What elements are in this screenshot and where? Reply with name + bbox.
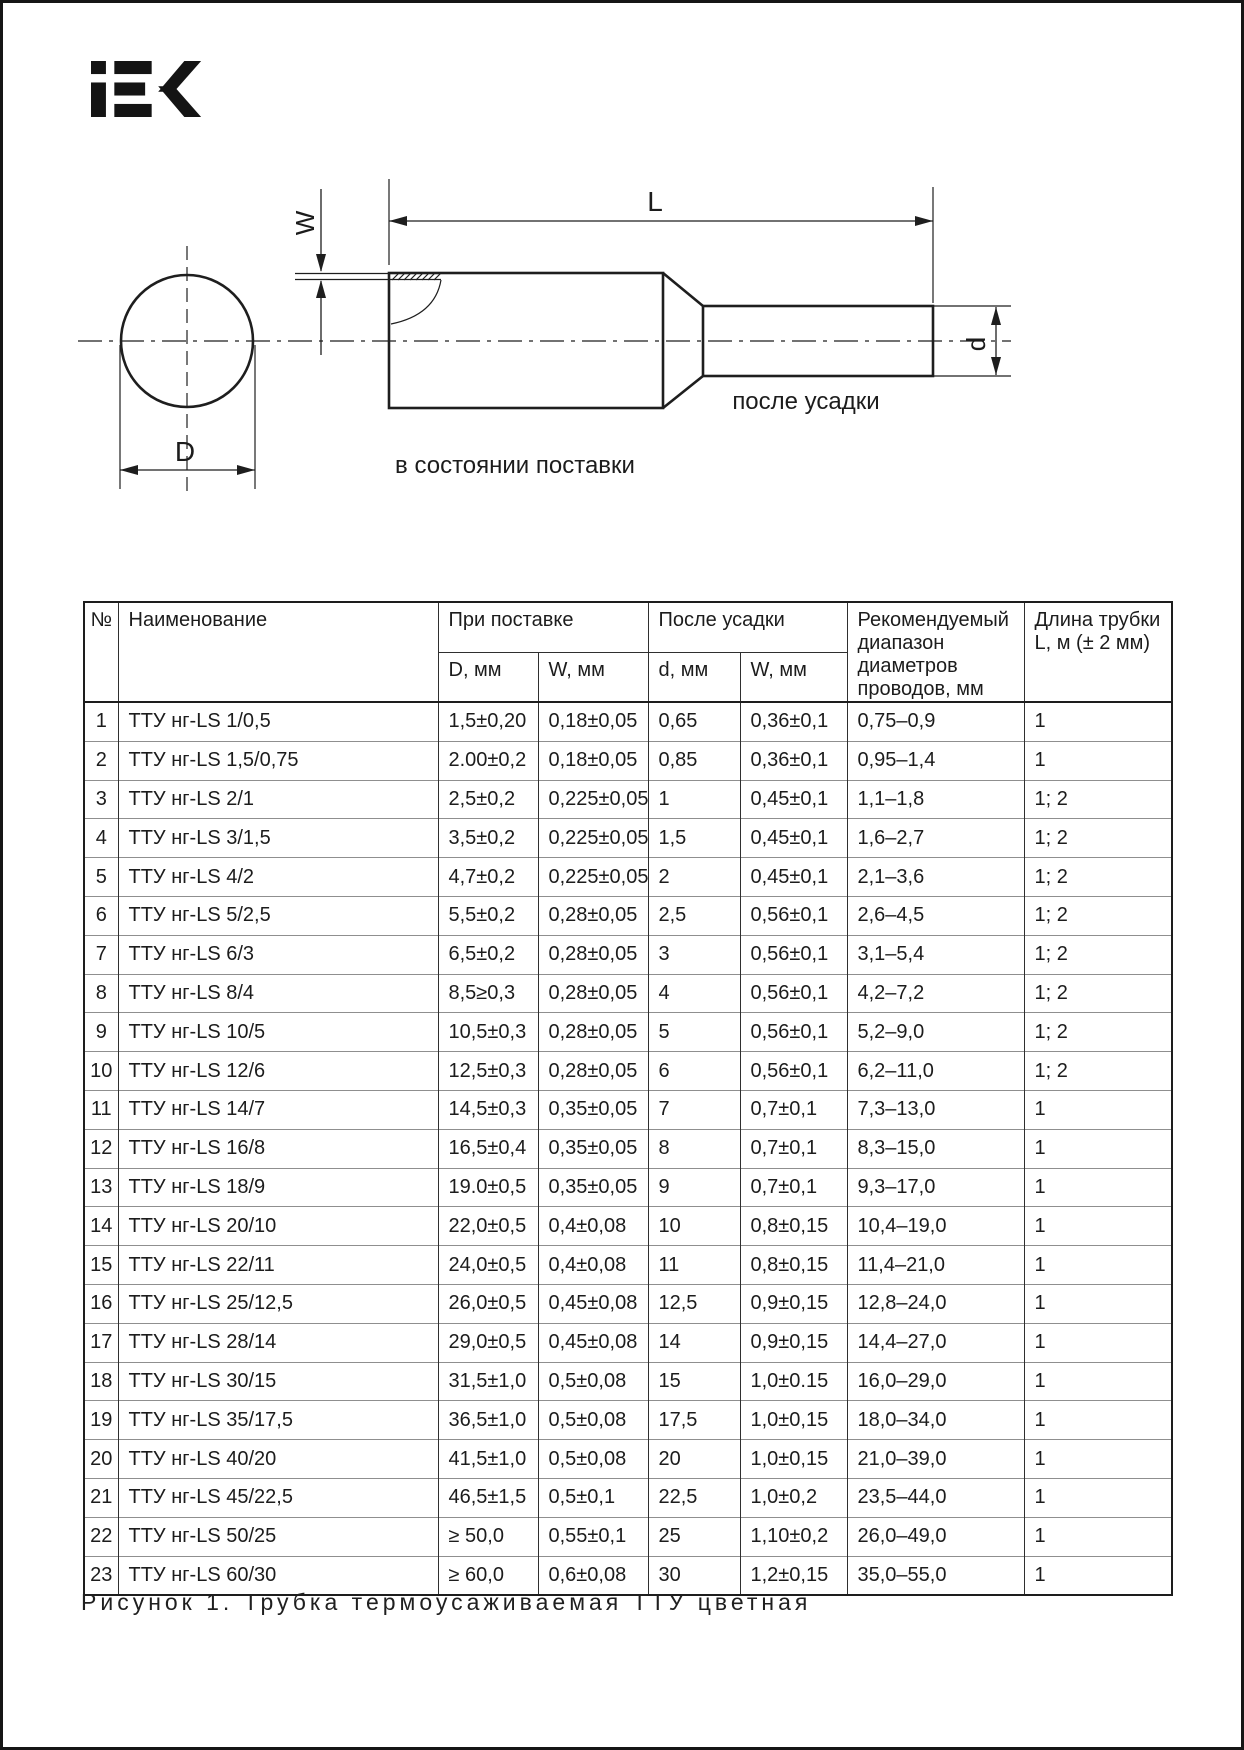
cell-range: 7,3–13,0 — [847, 1090, 1024, 1129]
cell-length: 1 — [1024, 1362, 1172, 1401]
cell-name: ТТУ нг-LS 2/1 — [118, 780, 438, 819]
cell-d-supply: 36,5±1,0 — [438, 1401, 538, 1440]
table-row — [84, 1284, 1172, 1323]
cell-range: 2,1–3,6 — [847, 858, 1024, 897]
cell-w-supply: 0,5±0,08 — [538, 1362, 648, 1401]
cell-length: 1 — [1024, 1246, 1172, 1285]
d-arrow-right — [237, 465, 255, 475]
table-row — [84, 974, 1172, 1013]
cell-w-supply: 0,35±0,05 — [538, 1129, 648, 1168]
label-after-shrink: после усадки — [732, 388, 880, 415]
table-row — [84, 1207, 1172, 1246]
cell-w-shrink: 0,36±0,1 — [740, 741, 847, 780]
table-row — [84, 780, 1172, 819]
cell-d-supply: ≥ 50,0 — [438, 1517, 538, 1556]
cell-range: 14,4–27,0 — [847, 1323, 1024, 1362]
cell-w-shrink: 0,56±0,1 — [740, 896, 847, 935]
cell-length: 1; 2 — [1024, 935, 1172, 974]
dim-label-D: D — [174, 436, 196, 467]
cell-d-shrink: 1,5 — [648, 819, 740, 858]
cell-num: 2 — [84, 741, 118, 780]
cell-length: 1 — [1024, 1284, 1172, 1323]
cell-d-supply: 31,5±1,0 — [438, 1362, 538, 1401]
cell-d-shrink: 11 — [648, 1246, 740, 1285]
cell-d-shrink: 30 — [648, 1556, 740, 1595]
cell-name: ТТУ нг-LS 35/17,5 — [118, 1401, 438, 1440]
header-W2-mm: W, мм — [740, 652, 847, 702]
cell-range: 10,4–19,0 — [847, 1207, 1024, 1246]
cell-range: 35,0–55,0 — [847, 1556, 1024, 1595]
cell-name: ТТУ нг-LS 4/2 — [118, 858, 438, 897]
cell-num: 5 — [84, 858, 118, 897]
cell-d-supply: 22,0±0,5 — [438, 1207, 538, 1246]
cell-num: 21 — [84, 1478, 118, 1517]
cell-range: 3,1–5,4 — [847, 935, 1024, 974]
cell-name: ТТУ нг-LS 45/22,5 — [118, 1478, 438, 1517]
table-row — [84, 935, 1172, 974]
header-name: Наименование — [118, 602, 438, 702]
cell-d-shrink: 17,5 — [648, 1401, 740, 1440]
cell-d-shrink: 3 — [648, 935, 740, 974]
header-range: Рекомендуемый диапазон диаметров проводов, мм — [847, 602, 1024, 702]
cell-d-shrink: 5 — [648, 1013, 740, 1052]
spec-table — [83, 601, 1173, 1596]
cell-length: 1 — [1024, 741, 1172, 780]
table-row — [84, 896, 1172, 935]
cell-num: 6 — [84, 896, 118, 935]
cell-w-supply: 0,6±0,08 — [538, 1556, 648, 1595]
cell-w-supply: 0,225±0,05 — [538, 780, 648, 819]
cell-name: ТТУ нг-LS 16/8 — [118, 1129, 438, 1168]
cell-w-shrink: 0,8±0,15 — [740, 1207, 847, 1246]
cell-w-supply: 0,28±0,05 — [538, 974, 648, 1013]
cell-range: 11,4–21,0 — [847, 1246, 1024, 1285]
cell-range: 5,2–9,0 — [847, 1013, 1024, 1052]
cell-d-shrink: 0,65 — [648, 702, 740, 741]
cell-num: 1 — [84, 702, 118, 741]
cell-w-supply: 0,18±0,05 — [538, 702, 648, 741]
cell-d-supply: 5,5±0,2 — [438, 896, 538, 935]
cell-num: 23 — [84, 1556, 118, 1595]
cell-w-supply: 0,5±0,1 — [538, 1478, 648, 1517]
cell-num: 15 — [84, 1246, 118, 1285]
cell-range: 26,0–49,0 — [847, 1517, 1024, 1556]
cell-w-shrink: 1,0±0,15 — [740, 1401, 847, 1440]
cell-d-supply: 29,0±0,5 — [438, 1323, 538, 1362]
cell-range: 21,0–39,0 — [847, 1440, 1024, 1479]
cell-d-shrink: 6 — [648, 1052, 740, 1091]
table-row — [84, 1440, 1172, 1479]
cell-num: 16 — [84, 1284, 118, 1323]
cell-num: 20 — [84, 1440, 118, 1479]
cell-d-shrink: 10 — [648, 1207, 740, 1246]
cell-w-shrink: 0,56±0,1 — [740, 935, 847, 974]
cell-d-shrink: 25 — [648, 1517, 740, 1556]
cell-name: ТТУ нг-LS 60/30 — [118, 1556, 438, 1595]
cell-w-supply: 0,5±0,08 — [538, 1440, 648, 1479]
cell-name: ТТУ нг-LS 10/5 — [118, 1013, 438, 1052]
cell-d-shrink: 8 — [648, 1129, 740, 1168]
cell-d-shrink: 2,5 — [648, 896, 740, 935]
cell-d-supply: 6,5±0,2 — [438, 935, 538, 974]
cell-w-shrink: 0,9±0,15 — [740, 1323, 847, 1362]
cell-length: 1; 2 — [1024, 819, 1172, 858]
header-num: № — [84, 602, 118, 702]
cell-length: 1 — [1024, 1440, 1172, 1479]
cell-range: 9,3–17,0 — [847, 1168, 1024, 1207]
table-row — [84, 1090, 1172, 1129]
cell-w-shrink: 0,9±0,15 — [740, 1284, 847, 1323]
l-arrow-right — [915, 216, 933, 226]
cell-num: 17 — [84, 1323, 118, 1362]
cell-name: ТТУ нг-LS 18/9 — [118, 1168, 438, 1207]
cell-w-supply: 0,225±0,05 — [538, 858, 648, 897]
cell-w-shrink: 0,56±0,1 — [740, 1013, 847, 1052]
cell-d-supply: 19.0±0,5 — [438, 1168, 538, 1207]
cell-d-shrink: 14 — [648, 1323, 740, 1362]
cell-w-shrink: 1,0±0,15 — [740, 1440, 847, 1479]
cell-range: 0,75–0,9 — [847, 702, 1024, 741]
cell-d-supply: 10,5±0,3 — [438, 1013, 538, 1052]
w-arrow-down — [316, 254, 326, 272]
table-row — [84, 858, 1172, 897]
cell-w-shrink: 0,56±0,1 — [740, 974, 847, 1013]
cell-range: 2,6–4,5 — [847, 896, 1024, 935]
cell-w-shrink: 0,7±0,1 — [740, 1129, 847, 1168]
cell-w-shrink: 0,36±0,1 — [740, 702, 847, 741]
cell-w-supply: 0,35±0,05 — [538, 1168, 648, 1207]
cell-num: 11 — [84, 1090, 118, 1129]
l-arrow-left — [389, 216, 407, 226]
cell-d-supply: 14,5±0,3 — [438, 1090, 538, 1129]
cell-d-supply: 3,5±0,2 — [438, 819, 538, 858]
cell-length: 1 — [1024, 1556, 1172, 1595]
cell-length: 1; 2 — [1024, 896, 1172, 935]
dim-label-L: L — [647, 186, 663, 217]
header-D-mm: D, мм — [438, 652, 538, 702]
cell-num: 12 — [84, 1129, 118, 1168]
cell-range: 23,5–44,0 — [847, 1478, 1024, 1517]
cell-w-shrink: 0,45±0,1 — [740, 858, 847, 897]
cell-range: 16,0–29,0 — [847, 1362, 1024, 1401]
cell-w-supply: 0,5±0,08 — [538, 1401, 648, 1440]
cell-range: 12,8–24,0 — [847, 1284, 1024, 1323]
header-W1-mm: W, мм — [538, 652, 648, 702]
cell-d-supply: 8,5≥0,3 — [438, 974, 538, 1013]
cell-range: 1,1–1,8 — [847, 780, 1024, 819]
cell-range: 0,95–1,4 — [847, 741, 1024, 780]
cell-d-supply: 41,5±1,0 — [438, 1440, 538, 1479]
w-arrow-up — [316, 280, 326, 298]
cell-w-supply: 0,28±0,05 — [538, 935, 648, 974]
cell-name: ТТУ нг-LS 8/4 — [118, 974, 438, 1013]
cell-range: 6,2–11,0 — [847, 1052, 1024, 1091]
table-row — [84, 1517, 1172, 1556]
dim-label-W: W — [290, 210, 320, 236]
table-row — [84, 1401, 1172, 1440]
cell-d-shrink: 20 — [648, 1440, 740, 1479]
cell-range: 1,6–2,7 — [847, 819, 1024, 858]
cell-length: 1; 2 — [1024, 974, 1172, 1013]
cell-name: ТТУ нг-LS 50/25 — [118, 1517, 438, 1556]
table-row — [84, 702, 1172, 741]
cell-d-supply: 2.00±0,2 — [438, 741, 538, 780]
table-row — [84, 1168, 1172, 1207]
cell-name: ТТУ нг-LS 1/0,5 — [118, 702, 438, 741]
cell-d-supply: 4,7±0,2 — [438, 858, 538, 897]
cell-length: 1; 2 — [1024, 1052, 1172, 1091]
header-at-delivery: При поставке — [438, 602, 648, 652]
table-row — [84, 1246, 1172, 1285]
dim-label-small-d: d — [961, 336, 991, 352]
header-after-shrink: После усадки — [648, 602, 847, 652]
cell-d-shrink: 7 — [648, 1090, 740, 1129]
cell-d-shrink: 12,5 — [648, 1284, 740, 1323]
cell-name: ТТУ нг-LS 40/20 — [118, 1440, 438, 1479]
cell-d-supply: 26,0±0,5 — [438, 1284, 538, 1323]
d-arrow-left — [120, 465, 138, 475]
table-body — [84, 702, 1172, 1595]
cell-d-supply: 24,0±0,5 — [438, 1246, 538, 1285]
cell-name: ТТУ нг-LS 25/12,5 — [118, 1284, 438, 1323]
cell-num: 3 — [84, 780, 118, 819]
cell-d-supply: 16,5±0,4 — [438, 1129, 538, 1168]
cell-w-shrink: 0,7±0,1 — [740, 1090, 847, 1129]
cell-range: 8,3–15,0 — [847, 1129, 1024, 1168]
cell-length: 1; 2 — [1024, 780, 1172, 819]
cell-name: ТТУ нг-LS 6/3 — [118, 935, 438, 974]
cell-d-supply: ≥ 60,0 — [438, 1556, 538, 1595]
header-length: Длина трубки L, м (± 2 мм) — [1024, 602, 1172, 702]
cell-name: ТТУ нг-LS 12/6 — [118, 1052, 438, 1091]
table-row — [84, 741, 1172, 780]
technical-drawing — [3, 3, 1244, 563]
cell-w-shrink: 1,0±0,2 — [740, 1478, 847, 1517]
cell-num: 8 — [84, 974, 118, 1013]
cell-range: 18,0–34,0 — [847, 1401, 1024, 1440]
cell-length: 1; 2 — [1024, 1013, 1172, 1052]
cell-d-shrink: 22,5 — [648, 1478, 740, 1517]
cell-w-supply: 0,55±0,1 — [538, 1517, 648, 1556]
cell-w-supply: 0,28±0,05 — [538, 1052, 648, 1091]
table-row — [84, 1129, 1172, 1168]
cell-w-shrink: 1,0±0.15 — [740, 1362, 847, 1401]
cell-num: 4 — [84, 819, 118, 858]
cell-num: 13 — [84, 1168, 118, 1207]
cell-range: 4,2–7,2 — [847, 974, 1024, 1013]
cell-w-shrink: 0,56±0,1 — [740, 1052, 847, 1091]
cell-num: 10 — [84, 1052, 118, 1091]
cell-w-supply: 0,45±0,08 — [538, 1284, 648, 1323]
cell-length: 1 — [1024, 1401, 1172, 1440]
cell-w-supply: 0,45±0,08 — [538, 1323, 648, 1362]
cell-length: 1 — [1024, 1478, 1172, 1517]
cell-w-shrink: 1,2±0,15 — [740, 1556, 847, 1595]
cell-length: 1 — [1024, 1090, 1172, 1129]
cell-w-supply: 0,4±0,08 — [538, 1207, 648, 1246]
table-row — [84, 1323, 1172, 1362]
cell-w-shrink: 0,45±0,1 — [740, 780, 847, 819]
cell-d-supply: 2,5±0,2 — [438, 780, 538, 819]
cell-w-supply: 0,4±0,08 — [538, 1246, 648, 1285]
cell-num: 19 — [84, 1401, 118, 1440]
spec-table-head — [84, 602, 1172, 702]
cell-length: 1 — [1024, 1207, 1172, 1246]
cell-length: 1 — [1024, 1168, 1172, 1207]
cell-length: 1 — [1024, 1129, 1172, 1168]
cell-name: ТТУ нг-LS 1,5/0,75 — [118, 741, 438, 780]
cell-name: ТТУ нг-LS 28/14 — [118, 1323, 438, 1362]
label-as-supplied: в состоянии поставки — [395, 452, 635, 479]
cell-d-supply: 12,5±0,3 — [438, 1052, 538, 1091]
cell-d-shrink: 0,85 — [648, 741, 740, 780]
cell-w-supply: 0,225±0,05 — [538, 819, 648, 858]
cell-d-supply: 1,5±0,20 — [438, 702, 538, 741]
small-d-arrow-top — [991, 307, 1001, 325]
header-d-mm: d, мм — [648, 652, 740, 702]
cell-w-supply: 0,28±0,05 — [538, 896, 648, 935]
cutaway-curve — [391, 280, 441, 324]
cell-d-shrink: 2 — [648, 858, 740, 897]
small-d-arrow-bottom — [991, 357, 1001, 375]
cell-name: ТТУ нг-LS 20/10 — [118, 1207, 438, 1246]
cell-d-shrink: 1 — [648, 780, 740, 819]
cell-length: 1 — [1024, 1323, 1172, 1362]
cell-w-shrink: 0,8±0,15 — [740, 1246, 847, 1285]
table-row — [84, 1013, 1172, 1052]
cell-num: 9 — [84, 1013, 118, 1052]
figure-caption: Рисунок 1. Трубка термоусаживаемая ТТУ цветная — [81, 1589, 812, 1615]
cell-num: 14 — [84, 1207, 118, 1246]
cell-d-supply: 46,5±1,5 — [438, 1478, 538, 1517]
table-row — [84, 819, 1172, 858]
cell-name: ТТУ нг-LS 5/2,5 — [118, 896, 438, 935]
cell-num: 7 — [84, 935, 118, 974]
cell-length: 1 — [1024, 702, 1172, 741]
cell-num: 22 — [84, 1517, 118, 1556]
table-row — [84, 1052, 1172, 1091]
cell-name: ТТУ нг-LS 22/11 — [118, 1246, 438, 1285]
cell-d-shrink: 4 — [648, 974, 740, 1013]
cell-name: ТТУ нг-LS 30/15 — [118, 1362, 438, 1401]
cell-d-shrink: 9 — [648, 1168, 740, 1207]
cell-w-supply: 0,18±0,05 — [538, 741, 648, 780]
table-row — [84, 1478, 1172, 1517]
cell-name: ТТУ нг-LS 14/7 — [118, 1090, 438, 1129]
cell-w-shrink: 0,7±0,1 — [740, 1168, 847, 1207]
cell-num: 18 — [84, 1362, 118, 1401]
cell-w-shrink: 1,10±0,2 — [740, 1517, 847, 1556]
cell-length: 1 — [1024, 1517, 1172, 1556]
cell-d-shrink: 15 — [648, 1362, 740, 1401]
cell-w-shrink: 0,45±0,1 — [740, 819, 847, 858]
cell-name: ТТУ нг-LS 3/1,5 — [118, 819, 438, 858]
cell-w-supply: 0,35±0,05 — [538, 1090, 648, 1129]
table-row — [84, 1362, 1172, 1401]
cell-length: 1; 2 — [1024, 858, 1172, 897]
cell-w-supply: 0,28±0,05 — [538, 1013, 648, 1052]
